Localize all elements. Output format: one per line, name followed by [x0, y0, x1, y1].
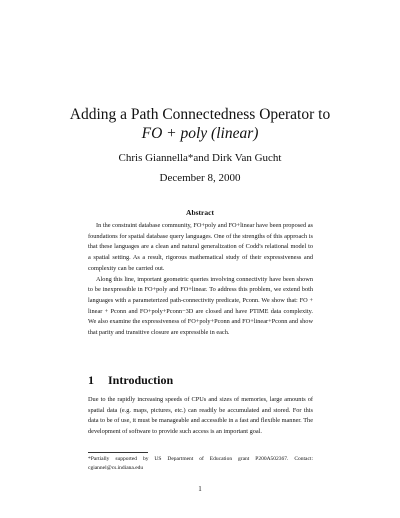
page-number: 1: [198, 485, 202, 493]
section-heading: [88, 373, 173, 388]
footnote-rule: [88, 452, 148, 453]
section-number: 1: [88, 373, 94, 387]
abstract-paragraph-1: In the constraint database community, FO+poly and FO+linear have been proposed as foundations for spatial database query languages. One of the strengths of this approach is that these languages are a clean and natural generalization of Codd's relational model to a spatial setting. As a result, rigorous mathematical study of their expressiveness and complexity can be carried out.: [88, 222, 313, 272]
abstract-body: [88, 221, 313, 339]
abstract-paragraph-2: Along this line, important geometric queries involving connectivity have been shown to be inexpressible in FO+poly and FO+linear. To address this problem, we extend both languages with a parameterized path-connectivity predicate, Pconn. We show that: FO + linear + Pconn and FO+poly+Pconn−3D are closed and have PTIME data complexity. We also examine the expressiveness of FO+poly+Pconn and FO+linear+Pconn and show that parity and transitive closure are expressible in each.: [88, 275, 313, 337]
paper-authors: Chris Giannella*and Dirk Van Gucht: [118, 152, 282, 164]
paper-title-line-2: FO + poly (linear): [141, 125, 259, 142]
abstract-heading: Abstract: [186, 208, 214, 217]
footnote: *Partially supported by US Department of Education grant P200A502367. Contact: cgiannel@cs.indiana.edu: [88, 456, 313, 471]
paper-date: December 8, 2000: [159, 172, 241, 184]
introduction-paragraph: Due to the rapidly increasing speeds of CPUs and sizes of memories, large amounts of spatial data (e.g. maps, pictures, etc.) can readily be accumulated and stored. For this data to be of use, it must be manageable and accessible in a fast and flexible manner. The development of software to provide such access is an important goal.: [88, 396, 313, 436]
section-title: Introduction: [108, 373, 174, 387]
paper-title-line-1: Adding a Path Connectedness Operator to: [69, 106, 331, 123]
